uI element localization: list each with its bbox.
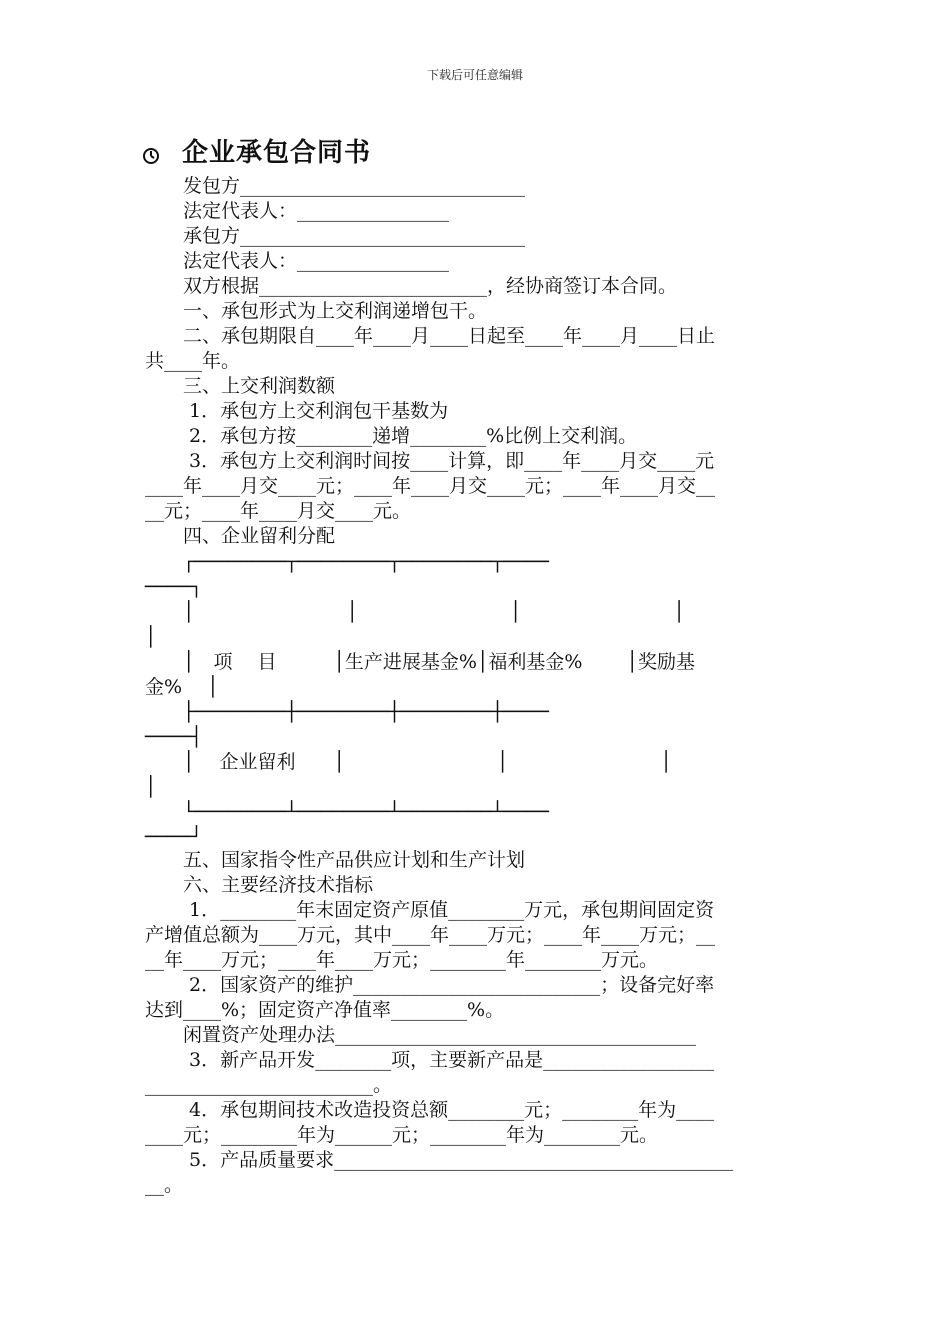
table-line: │	[145, 626, 157, 648]
text-line: 3．承包方上交利润时间按____计算，即____年____月交____元	[145, 450, 715, 472]
text-line: 5．产品质量要求__________________________________________	[145, 1149, 734, 1171]
table-line: │ │ │ │	[145, 601, 685, 623]
text-line: 达到____%；固定资产净值率________%。	[145, 999, 505, 1021]
table-line: │ 项 目 │生产进展基金%│福利基金% │奖励基	[145, 651, 695, 673]
text-line: __元；____年____月交____元。	[145, 500, 412, 522]
table-line: │	[145, 776, 157, 798]
text-line: __。	[145, 1174, 184, 1196]
text-line: 3．新产品开发________项，主要新产品是__________________	[145, 1049, 715, 1071]
text-line: 法定代表人：________________	[145, 250, 450, 272]
text-line: 1．承包方上交利润包干基数为	[145, 400, 449, 422]
document-title-row	[142, 132, 371, 169]
text-line: 2．承包方按________递增________%比例上交利润。	[145, 425, 638, 447]
text-line: ____元；________年为______元；________年为________元。	[145, 1124, 659, 1146]
text-line: 四、企业留利分配	[145, 525, 336, 547]
text-line: 五、国家指令性产品供应计划和生产计划	[145, 849, 526, 871]
table-line: │ 企业留利 │ │ │	[145, 751, 672, 773]
table-line: ────┐	[145, 576, 203, 598]
table-line: ────┤	[145, 726, 203, 748]
document-title: 企业承包合同书	[182, 138, 372, 168]
text-line: 法定代表人：________________	[145, 200, 450, 222]
text-line: ____年____月交____元；____年____月交____元；____年____月交__	[145, 475, 716, 497]
text-line: 闲置资产处理办法______________________________________	[145, 1024, 697, 1046]
text-line: 二、承包期限自____年____月____日起至____年____月____日止	[145, 325, 716, 347]
table-line: ├────────┼────────┼────────┼────	[145, 701, 550, 723]
text-line: 2．国家资产的维护__________________________；设备完好率	[145, 974, 715, 996]
text-line: __年____万元；____年____万元；________年________万元。	[145, 949, 659, 971]
table-line: 金% │	[145, 676, 219, 698]
text-line: 三、上交利润数额	[145, 375, 336, 397]
text-line: 双方根据________________________，经协商签订本合同。	[145, 275, 678, 297]
text-line: 六、主要经济技术指标	[145, 874, 374, 896]
text-line: 4．承包期间技术改造投资总额________元；________年为____	[145, 1099, 715, 1121]
text-line: 发包方______________________________	[145, 175, 526, 197]
header-note: 下载后可任意编辑	[426, 68, 523, 82]
table-line: └────────┴────────┴────────┴────	[145, 801, 550, 823]
clock-icon	[142, 142, 160, 160]
table-line: ────┘	[145, 826, 203, 848]
text-line: 1．________年末固定资产原值________万元，承包期间固定资	[145, 899, 715, 921]
text-line: 产增值总额为____万元，其中____年____万元；____年____万元；__	[145, 924, 716, 946]
text-line: 共____年。	[145, 350, 241, 372]
text-line: ________________________。	[145, 1074, 393, 1096]
table-line: ┌────────┬────────┬────────┬────	[145, 551, 550, 573]
text-line: 承包方______________________________	[145, 225, 526, 247]
text-line: 一、承包形式为上交利润递增包干。	[145, 300, 488, 322]
